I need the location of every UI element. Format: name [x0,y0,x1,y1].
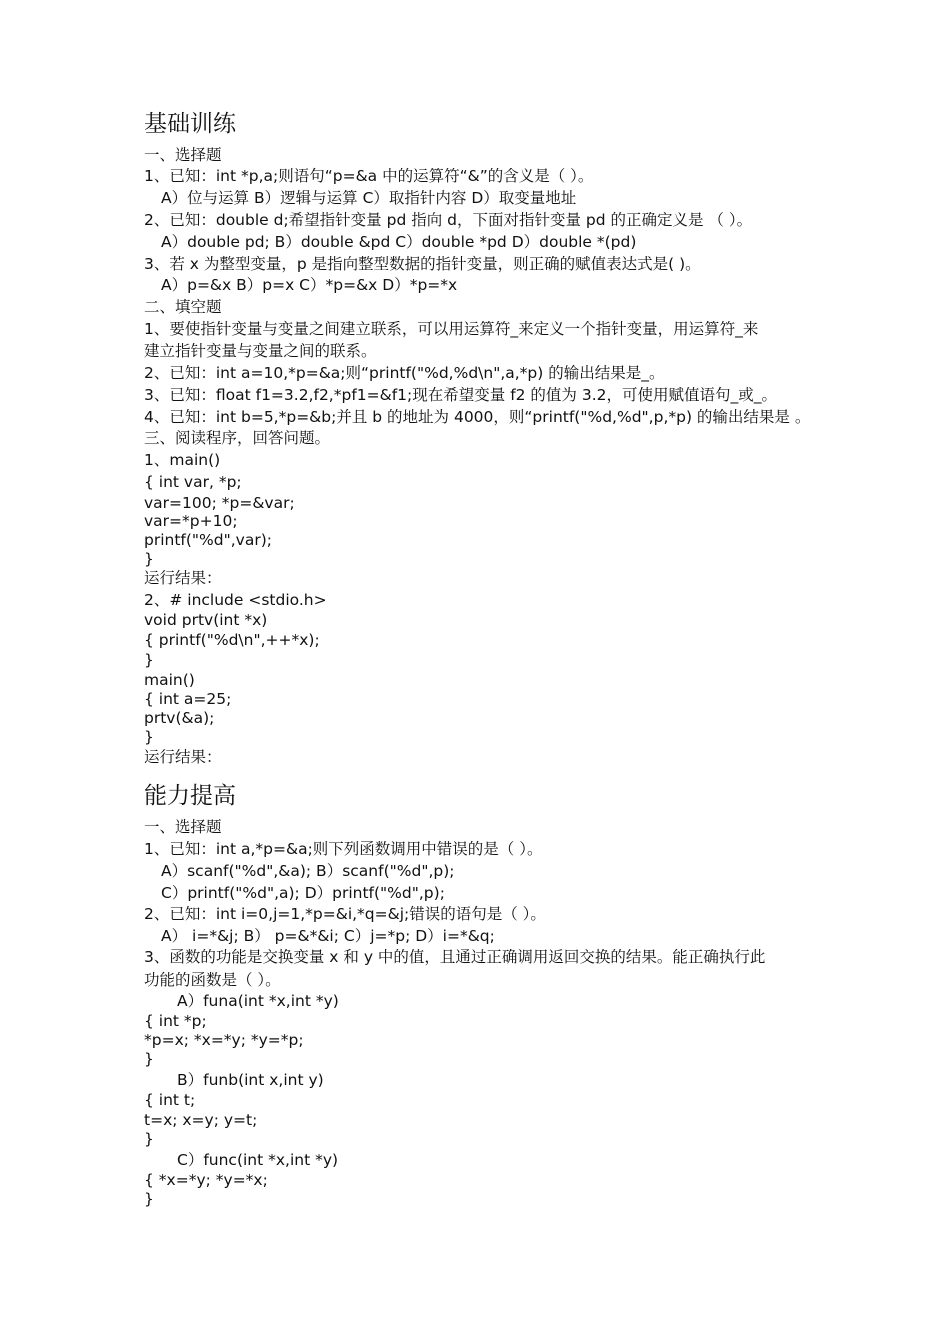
options-line: A）位与运算 B）逻辑与运算 C）取指针内容 D）取变量地址 [161,189,577,207]
code-line: 1、main() [144,451,221,469]
code-line: } [144,651,154,669]
code-line: t=x; x=y; y=t; [144,1111,258,1129]
question-line: 功能的函数是（ ）。 [144,971,281,989]
code-line: var=100; *p=&var; [144,494,295,512]
code-line: } [144,728,154,746]
options-line: C）printf("%d",a); D）printf("%d",p); [161,884,445,902]
code-line: *p=x; *x=*y; *y=*p; [144,1031,304,1049]
options-line: A） i=*&j; B） p=&*&i; C）j=*p; D）i=*&q; [161,927,495,945]
options-line: A）double pd; B）double &pd C）double *pd D）double *(pd) [161,233,637,251]
heading-fill: 二、填空题 [144,298,222,316]
heading-choice: 一、选择题 [144,818,222,836]
code-line: var=*p+10; [144,512,238,530]
option-a-signature: A）funa(int *x,int *y) [177,992,339,1010]
question-line: 建立指针变量与变量之间的联系。 [144,342,377,360]
question-line: 3、已知：float f1=3.2,f2,*pf1=&f1;现在希望变量 f2 的值为 3.2，可使用赋值语句_或_。 [144,386,778,404]
question-line: 3、若 x 为整型变量，p 是指向整型数据的指针变量，则正确的赋值表达式是( )。 [144,255,701,273]
option-b-signature: B）funb(int x,int y) [177,1071,324,1089]
code-line: 2、# include <stdio.h> [144,591,327,609]
code-line: { int a=25; [144,690,232,708]
result-label: 运行结果： [144,569,222,587]
code-line: printf("%d",var); [144,531,272,549]
option-c-signature: C）func(int *x,int *y) [177,1151,339,1169]
code-line: { int t; [144,1091,196,1109]
code-line: { int var, *p; [144,473,242,491]
question-line: 1、要使指针变量与变量之间建立联系，可以用运算符_来定义一个指针变量，用运算符_来 [144,320,759,338]
heading-choice: 一、选择题 [144,146,222,164]
code-line: } [144,550,154,568]
code-line: { *x=*y; *y=*x; [144,1171,268,1189]
options-line: A）scanf("%d",&a); B）scanf("%d",p); [161,862,455,880]
question-line: 2、已知：int a=10,*p=&a;则“printf("%d,%d\n",a,*p) 的输出结果是_。 [144,364,665,382]
code-line: } [144,1130,154,1148]
question-line: 1、已知：int *p,a;则语句“p=&a 中的运算符“&”的含义是（ ）。 [144,167,594,185]
code-line: void prtv(int *x) [144,611,268,629]
code-line: { printf("%d\n",++*x); [144,631,320,649]
question-line: 3、函数的功能是交换变量 x 和 y 中的值，且通过正确调用返回交换的结果。能正确执行此 [144,948,766,966]
options-line: A）p=&x B）p=x C）*p=&x D）*p=*x [161,276,458,294]
code-line: { int *p; [144,1012,207,1030]
result-label: 运行结果： [144,748,222,766]
section-title-advanced: 能力提高 [144,783,236,809]
question-line: 2、已知：int i=0,j=1,*p=&i,*q=&j;错误的语句是（ ）。 [144,905,546,923]
code-line: } [144,1190,154,1208]
section-title-basic: 基础训练 [144,111,236,137]
question-line: 1、已知：int a,*p=&a;则下列函数调用中错误的是（ ）。 [144,840,543,858]
code-line: prtv(&a); [144,709,215,727]
code-line: main() [144,671,195,689]
question-line: 4、已知：int b=5,*p=&b;并且 b 的地址为 4000，则“printf("%d,%d",p,*p) 的输出结果是 。 [144,408,811,426]
question-line: 2、已知：double d;希望指针变量 pd 指向 d，下面对指针变量 pd 的正确定义是 （ ）。 [144,211,753,229]
heading-read-program: 三、阅读程序，回答问题。 [144,429,331,447]
code-line: } [144,1050,154,1068]
